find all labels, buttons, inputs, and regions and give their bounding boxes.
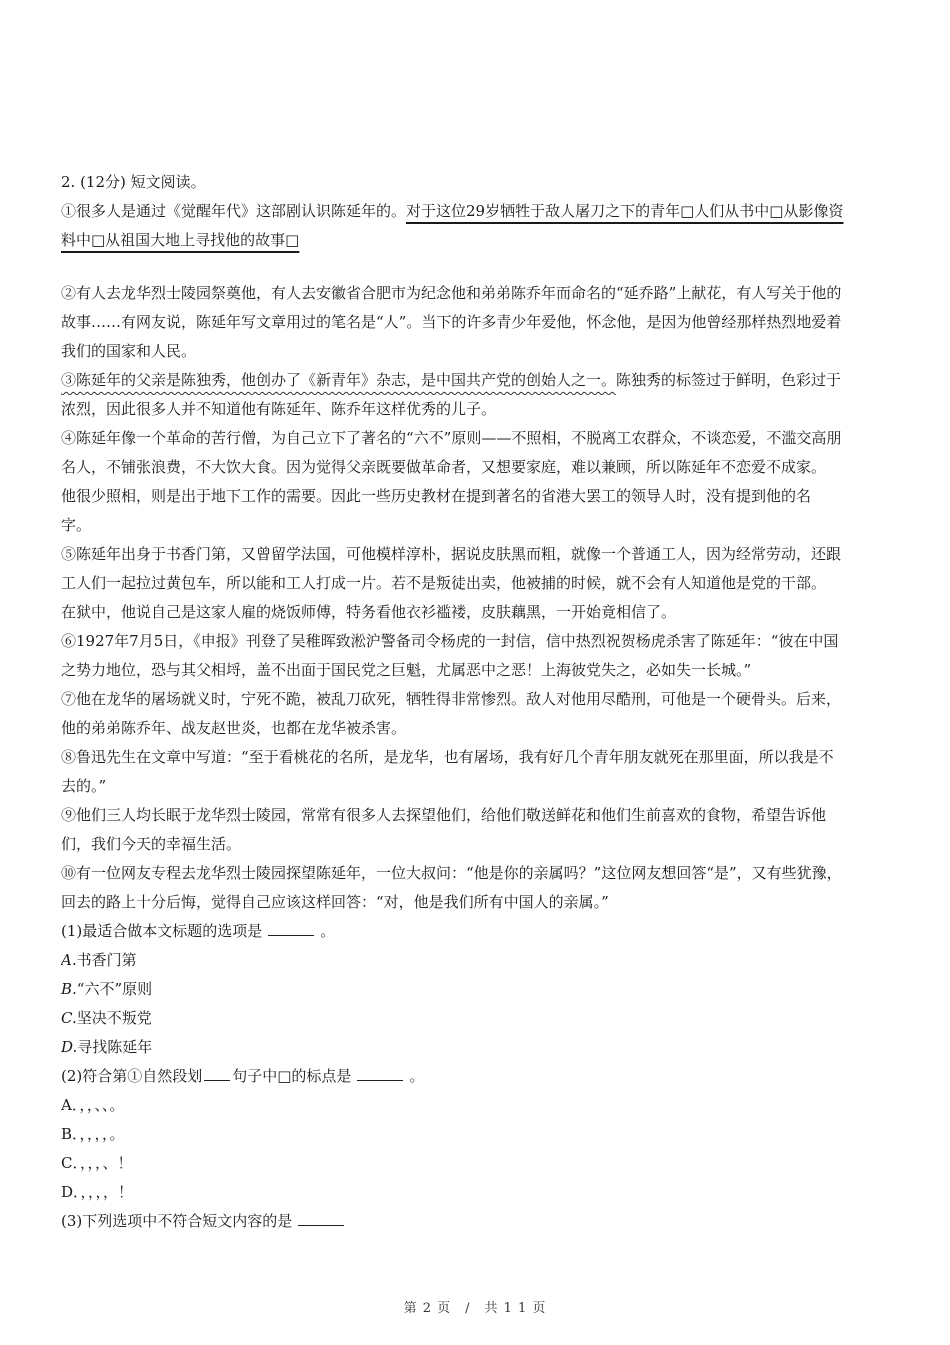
paragraph-4-line-1: ④陈延年像一个革命的苦行僧，为自己立下了著名的“六不”原则——不照相，不脱离工农群众，不谈恋爱，不滥交高朋 <box>61 429 842 447</box>
answer-blank-1[interactable] <box>268 921 314 936</box>
question-content <box>61 168 891 1236</box>
paragraph-7-line-1: ⑦他在龙华的屠场就义时，宁死不跪，被乱刀砍死，牺牲得非常惨烈。敌人对他用尽酷刑，可他是一个硬骨头。后来， <box>61 690 842 708</box>
subquestion-2-stem: (2)符合第①自然段划 句子中□的标点是 。 <box>61 1067 425 1085</box>
paragraph-8-line-2: 去的。” <box>61 777 107 795</box>
paragraph-4-line-4: 字。 <box>61 516 92 534</box>
paragraph-3-line-1: ③陈延年的父亲是陈独秀，他创办了《新青年》杂志，是中国共产党的创始人之一。陈独秀的标签过于鲜明，色彩过于 <box>61 371 842 389</box>
paragraph-9-line-2: 们，我们今天的幸福生活。 <box>61 835 242 853</box>
paragraph-8-line-1: ⑧鲁迅先生在文章中写道：“至于看桃花的名所，是龙华，也有屠场，我有好几个青年朋友就死在那里面，所以我是不 <box>61 748 834 766</box>
paragraph-10-line-1: ⑩有一位网友专程去龙华烈士陵园探望陈延年，一位大叔问：“他是你的亲属吗？”这位网友想回答“是”，又有些犹豫， <box>61 864 842 882</box>
wavy-underlined-sentence: ③陈延年的父亲是陈独秀，他创办了《新青年》杂志，是中国共产党的创始人之一。 <box>61 371 617 389</box>
answer-blank-2[interactable] <box>357 1066 403 1081</box>
subquestion-2-option-b[interactable]: B．，，，，。 <box>61 1125 125 1143</box>
subquestion-1-option-d[interactable]: D.寻找陈延年 <box>61 1038 153 1056</box>
paragraph-2-line-3: 我们的国家和人民。 <box>61 342 197 360</box>
paragraph-4-line-2: 名人，不铺张浪费，不大饮大食。因为觉得父亲既要做革命者，又想要家庭，难以兼顾，所以陈延年不恋爱不成家。 <box>61 458 827 476</box>
paragraph-2-line-2: 故事……有网友说，陈延年写文章用过的笔名是“人”。当下的许多青少年爱他，怀念他，是因为他曾经那样热烈地爱着 <box>61 313 842 331</box>
subquestion-1-option-b[interactable]: B.“六不”原则 <box>61 980 153 998</box>
underlined-sentence-cont: 料中□从祖国大地上寻找他的故事□ <box>61 231 300 249</box>
subquestion-1-stem: (1)最适合做本文标题的选项是 。 <box>61 922 336 940</box>
paragraph-1-line-1: ①很多人是通过《觉醒年代》这部剧认识陈延年的。对于这位29岁牺牲于敌人屠刀之下的青年□人们从书中□从影像资 <box>61 202 844 220</box>
paragraph-5-line-3: 在狱中，他说自己是这家人雇的烧饭师傅，特务看他衣衫褴褛，皮肤藕黑，一开始竟相信了。 <box>61 603 677 621</box>
subquestion-2-option-d[interactable]: D．，，，，！ <box>61 1183 134 1201</box>
paragraph-1-line-2 <box>61 226 891 255</box>
subquestion-1-option-a[interactable]: A.书香门第 <box>61 951 137 969</box>
paragraph-10-line-2: 回去的路上十分后悔，觉得自己应该这样回答：“对，他是我们所有中国人的亲属。” <box>61 893 609 911</box>
paragraph-7-line-2: 他的弟弟陈乔年、战友赵世炎，也都在龙华被杀害。 <box>61 719 407 737</box>
page-footer: 第 2 页 / 共 1 1 页 <box>403 1301 547 1316</box>
subquestion-3-stem: (3)下列选项中不符合短文内容的是 <box>61 1207 891 1236</box>
paragraph-3-line-2: 浓烈，因此很多人并不知道他有陈延年、陈乔年这样优秀的儿子。 <box>61 400 497 418</box>
underlined-sentence: 对于这位29岁牺牲于敌人屠刀之下的青年□人们从书中□从影像资 <box>406 202 844 220</box>
subquestion-2-option-a[interactable]: A．，，、、。 <box>61 1096 125 1114</box>
paragraph-6-line-2: 之势力地位，恐与其父相埒，盖不出面于国民党之巨魁，尤属恶中之恶！上海彼党失之，必如失一长城。” <box>61 661 752 679</box>
paragraph-4-line-3: 他很少照相，则是出于地下工作的需要。因此一些历史教材在提到著名的省港大罢工的领导人时，没有提到他的名 <box>61 487 812 505</box>
paragraph-9-line-1: ⑨他们三人均长眠于龙华烈士陵园，常常有很多人去探望他们，给他们敬送鲜花和他们生前喜欢的食物，希望告诉他 <box>61 806 827 824</box>
underline-mark <box>204 1066 230 1081</box>
answer-blank-3[interactable] <box>298 1211 344 1226</box>
subquestion-1-option-c[interactable]: C.坚决不叛党 <box>61 1009 152 1027</box>
paragraph-5-line-2: 工人们一起拉过黄包车，所以能和工人打成一片。若不是叛徒出卖，他被捕的时候，就不会有人知道他是党的干部。 <box>61 574 827 592</box>
subquestion-2-option-c[interactable]: C．，，，、！ <box>61 1154 133 1172</box>
paragraph-6-line-1: ⑥1927年7月5日，《申报》刊登了吴稚晖致淞沪警备司令杨虎的一封信，信中热烈祝贺杨虎杀害了陈延年：“彼在中国 <box>61 632 839 650</box>
paragraph-5-line-1: ⑤陈延年出身于书香门第，又曾留学法国，可他模样淳朴，据说皮肤黑而粗，就像一个普通工人，因为经常劳动，还跟 <box>61 545 842 563</box>
paragraph-2-line-1: ②有人去龙华烈士陵园祭奠他，有人去安徽省合肥市为纪念他和弟弟陈乔年而命名的“延乔路”上献花，有人写关于他的 <box>61 284 842 302</box>
question-header: 2. (12分) 短文阅读。 <box>61 173 206 191</box>
